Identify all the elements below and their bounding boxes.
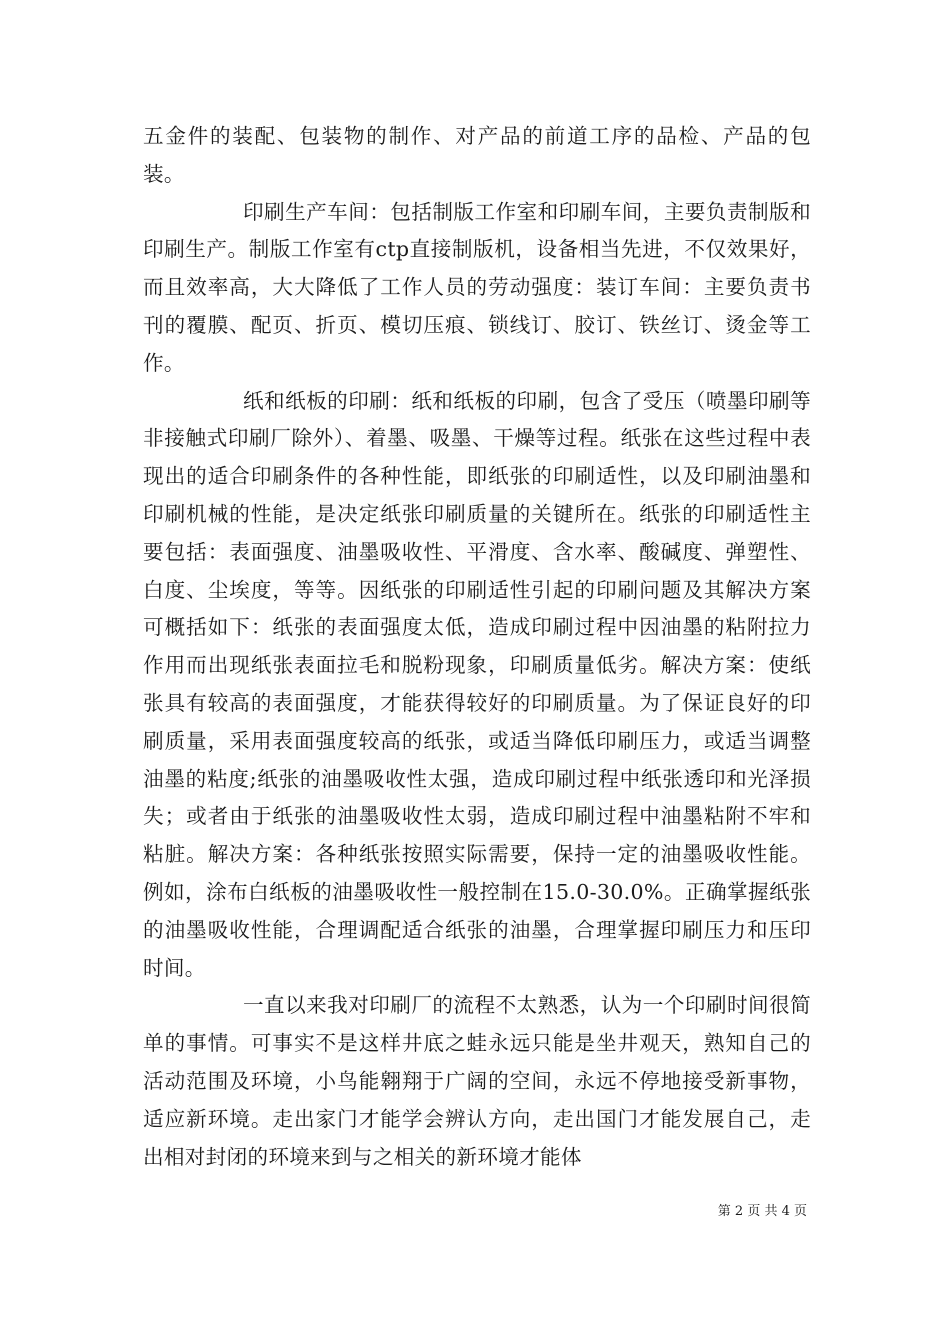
document-body	[143, 118, 811, 1176]
paragraph-3: 纸和纸板的印刷：纸和纸板的印刷，包含了受压（喷墨印刷等非接触式印刷厂除外）、着墨、吸墨、干燥等过程。纸张在这些过程中表现出的适合印刷条件的各种性能，即纸张的印刷适性，以及印刷油墨和印刷机械的性能，是决定纸张印刷质量的关键所在。纸张的印刷适性主要包括：表面强度、油墨吸收性、平滑度、含水率、酸碱度、弹塑性、白度、尘埃度，等等。因纸张的印刷适性引起的印刷问题及其解决方案可概括如下：纸张的表面强度太低，造成印刷过程中因油墨的粘附拉力作用而出现纸张表面拉毛和脱粉现象，印刷质量低劣。解决方案：使纸张具有较高的表面强度，才能获得较好的印刷质量。为了保证良好的印刷质量，采用表面强度较高的纸张，或适当降低印刷压力，或适当调整油墨的粘度;纸张的油墨吸收性太强，造成印刷过程中纸张透印和光泽损失；或者由于纸张的油墨吸收性太弱，造成印刷过程中油墨粘附不牢和粘脏。解决方案：各种纸张按照实际需要，保持一定的油墨吸收性能。例如，涂布白纸板的油墨吸收性一般控制在15.0-30.0%。正确掌握纸张的油墨吸收性能，合理调配适合纸张的油墨，合理掌握印刷压力和压印时间。	[143, 388, 811, 980]
paragraph-2: 印刷生产车间：包括制版工作室和印刷车间，主要负责制版和印刷生产。制版工作室有ctp直接制版机，设备相当先进，不仅效果好，而且效率高，大大降低了工作人员的劳动强度：装订车间：主要负责书刊的覆膜、配页、折页、模切压痕、锁线订、胶订、铁丝订、烫金等工作。	[143, 199, 811, 375]
page-number: 第 2 页 共 4 页	[717, 1204, 807, 1219]
paragraph-1: 五金件的装配、包装物的制作、对产品的前道工序的品检、产品的包装。	[143, 124, 811, 186]
paragraph-4: 一直以来我对印刷厂的流程不太熟悉，认为一个印刷时间很简单的事情。可事实不是这样井底之蛙永远只能是坐井观天，熟知自己的活动范围及环境，小鸟能翱翔于广阔的空间，永远不停地接受新事物，适应新环境。走出家门才能学会辨认方向，走出国门才能发展自己，走出相对封闭的环境来到与之相关的新环境才能体	[143, 993, 811, 1169]
